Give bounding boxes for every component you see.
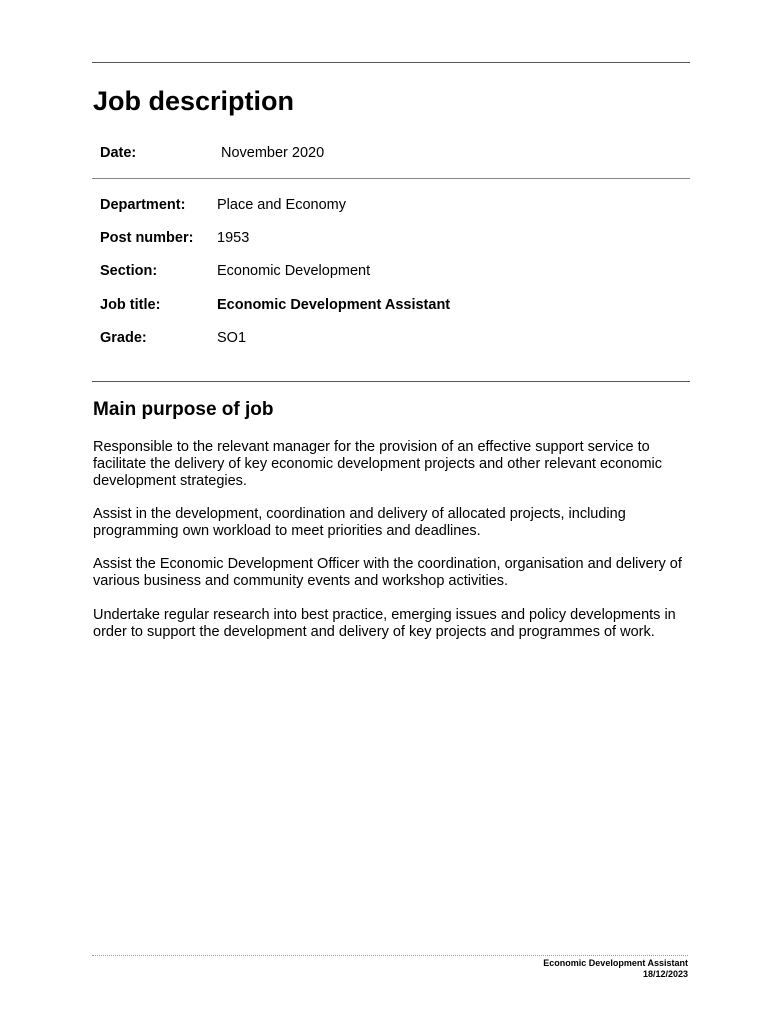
footer-job-title: Economic Development Assistant	[543, 958, 688, 968]
section-divider	[92, 381, 690, 382]
department-value: Place and Economy	[217, 197, 346, 213]
job-title-value: Economic Development Assistant	[217, 297, 451, 313]
purpose-paragraph: Assist the Economic Development Officer with the coordination, organisation and delivery of various business and community events and workshop activities.	[93, 556, 682, 589]
document-title: Job description	[93, 86, 295, 116]
purpose-paragraph: Assist in the development, coordination and delivery of allocated projects, including programming own workload to meet priorities and deadlines.	[93, 506, 626, 539]
date-value: November 2020	[221, 145, 325, 161]
post-number-value: 1953	[217, 230, 250, 246]
grade-label: Grade:	[100, 330, 147, 346]
grade-value: SO1	[217, 330, 247, 346]
footer-date: 18/12/2023	[642, 969, 688, 979]
purpose-paragraph: Responsible to the relevant manager for the provision of an effective support service to facilitate the delivery of key economic development projects and other relevant economic development strategies.	[93, 439, 663, 489]
top-divider	[92, 62, 690, 63]
header-divider	[92, 178, 690, 179]
footer-divider	[92, 955, 688, 956]
purpose-heading: Main purpose of job	[93, 399, 274, 420]
section-label: Section:	[100, 263, 158, 279]
job-title-label: Job title:	[100, 297, 161, 313]
post-number-label: Post number:	[100, 230, 194, 246]
section-value: Economic Development	[217, 263, 371, 279]
purpose-paragraph: Undertake regular research into best practice, emerging issues and policy developments in order to support the development and delivery of key projects and programmes of work.	[93, 607, 676, 640]
department-label: Department:	[100, 197, 186, 213]
date-label: Date:	[100, 145, 137, 161]
